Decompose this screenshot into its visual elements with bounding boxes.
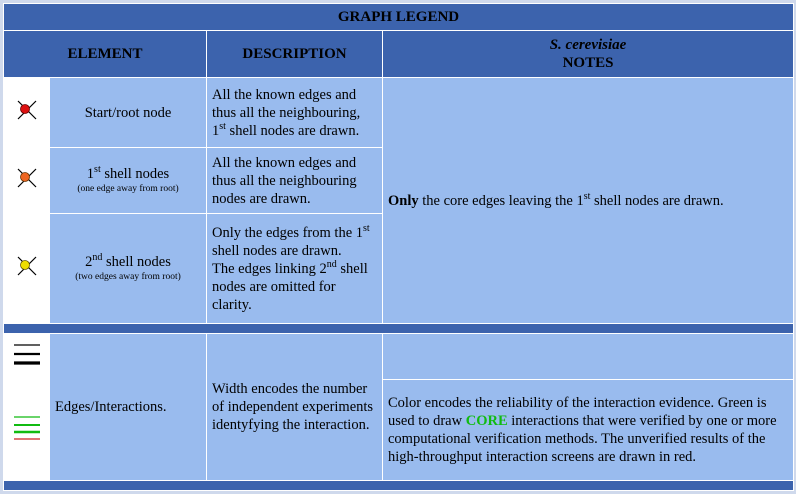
legend-title: GRAPH LEGEND	[4, 4, 794, 31]
notes-edges-width	[383, 333, 794, 379]
element-first-shell: 1st shell nodes (one edge away from root)	[50, 147, 207, 213]
element-second-shell: 2nd shell nodes (two edges away from root)	[50, 214, 207, 324]
column-header-notes	[383, 31, 794, 78]
notes-nodes: Only the core edges leaving the 1st shell nodes are drawn.	[383, 78, 794, 324]
footer-bar	[4, 480, 794, 490]
separator-bar	[4, 323, 794, 333]
edge-width-icon	[4, 333, 50, 379]
element-root-node: Start/root node	[50, 78, 207, 147]
description-edges: Width encodes the number of independent experiments identyfying the interaction.	[207, 333, 383, 480]
element-edges: Edges/Interactions.	[50, 333, 207, 480]
column-header-description: DESCRIPTION	[207, 31, 383, 78]
second-shell-node-icon	[4, 214, 50, 324]
description-root-node: All the known edges and thus all the neighbouring, 1st shell nodes are drawn.	[207, 78, 383, 147]
notes-label: NOTES	[562, 55, 614, 72]
root-node-icon	[4, 78, 50, 147]
first-shell-node-icon	[4, 147, 50, 213]
edge-color-icon	[4, 380, 50, 481]
element-first-shell-note: (one edge away from root)	[77, 184, 179, 195]
column-header-element: ELEMENT	[4, 31, 207, 78]
graph-legend-table	[3, 3, 794, 491]
notes-edges-color: Color encodes the reliability of the interaction evidence. Green is used to draw CORE interactions that were verified by one or more computational verification methods. The unverified results of the high-throughput interaction screens are drawn in red.	[383, 380, 794, 481]
notes-species: S. cerevisiae	[549, 37, 627, 54]
description-second-shell: Only the edges from the 1st shell nodes are drawn. The edges linking 2nd shell nodes are omitted for clarity.	[207, 214, 383, 324]
core-label: CORE	[465, 413, 508, 430]
element-second-shell-note: (two edges away from root)	[75, 272, 181, 283]
description-first-shell: All the known edges and thus all the neighbouring nodes are drawn.	[207, 147, 383, 213]
